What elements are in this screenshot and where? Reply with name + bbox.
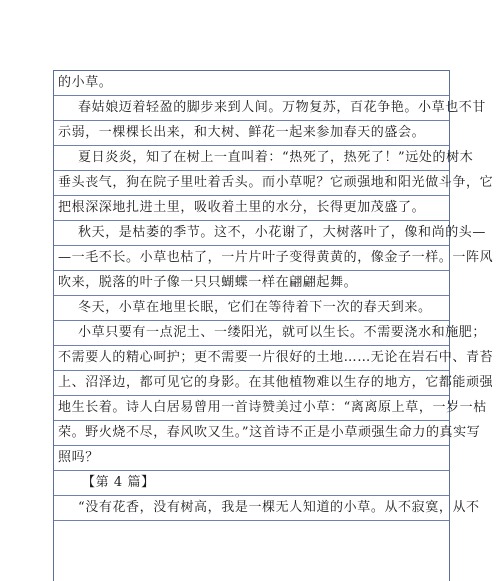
- text-line: 荣。野火烧不尽，春风吹又生。”这首诗不正是小草顽强生命力的真实写: [54, 421, 449, 446]
- text-line: 吹来，脱落的叶子像一只只蝴蝶一样在翩翩起舞。: [54, 271, 449, 296]
- text-line: 夏日炎炎，知了在树上一直叫着：“热死了，热死了！”远处的树木: [54, 146, 449, 171]
- text-line: 把根深深地扎进土里，吸收着土里的水分，长得更加茂盛了。: [54, 196, 449, 221]
- text-line: 小草只要有一点泥土、一缕阳光，就可以生长。不需要浇水和施肥；: [54, 321, 449, 346]
- section-heading: 【第 4 篇】: [54, 471, 449, 496]
- text-line: 示弱，一棵棵长出来，和大树、鲜花一起来参加春天的盛会。: [54, 121, 449, 146]
- text-line: 上、沼泽边，都可见它的身影。在其他植物难以生存的地方，它都能顽强: [54, 371, 449, 396]
- text-line: 冬天，小草在地里长眠，它们在等待着下一次的春天到来。: [54, 296, 449, 321]
- text-line: “没有花香，没有树高，我是一棵无人知道的小草。从不寂寞，从不: [54, 496, 449, 521]
- text-line: 的小草。: [54, 71, 449, 96]
- text-line: 垂头丧气，狗在院子里吐着舌头。而小草呢？它顽强地和阳光做斗争，它: [54, 171, 449, 196]
- text-line: —一毛不长。小草也枯了，一片片叶子变得黄黄的，像金子一样。一阵风: [54, 246, 449, 271]
- text-line: 秋天，是枯萎的季节。这不，小花谢了，大树落叶了，像和尚的头—: [54, 221, 449, 246]
- document-page: [53, 70, 494, 581]
- text-line: 照吗？: [54, 446, 449, 471]
- text-line: 不需要人的精心呵护；更不需要一片很好的土地……无论在岩石中、青苔: [54, 346, 449, 371]
- text-line: 春姑娘迈着轻盈的脚步来到人间。万物复苏，百花争艳。小草也不甘: [54, 96, 449, 121]
- text-line: 地生长着。诗人白居易曾用一首诗赞美过小草：“离离原上草，一岁一枯: [54, 396, 449, 421]
